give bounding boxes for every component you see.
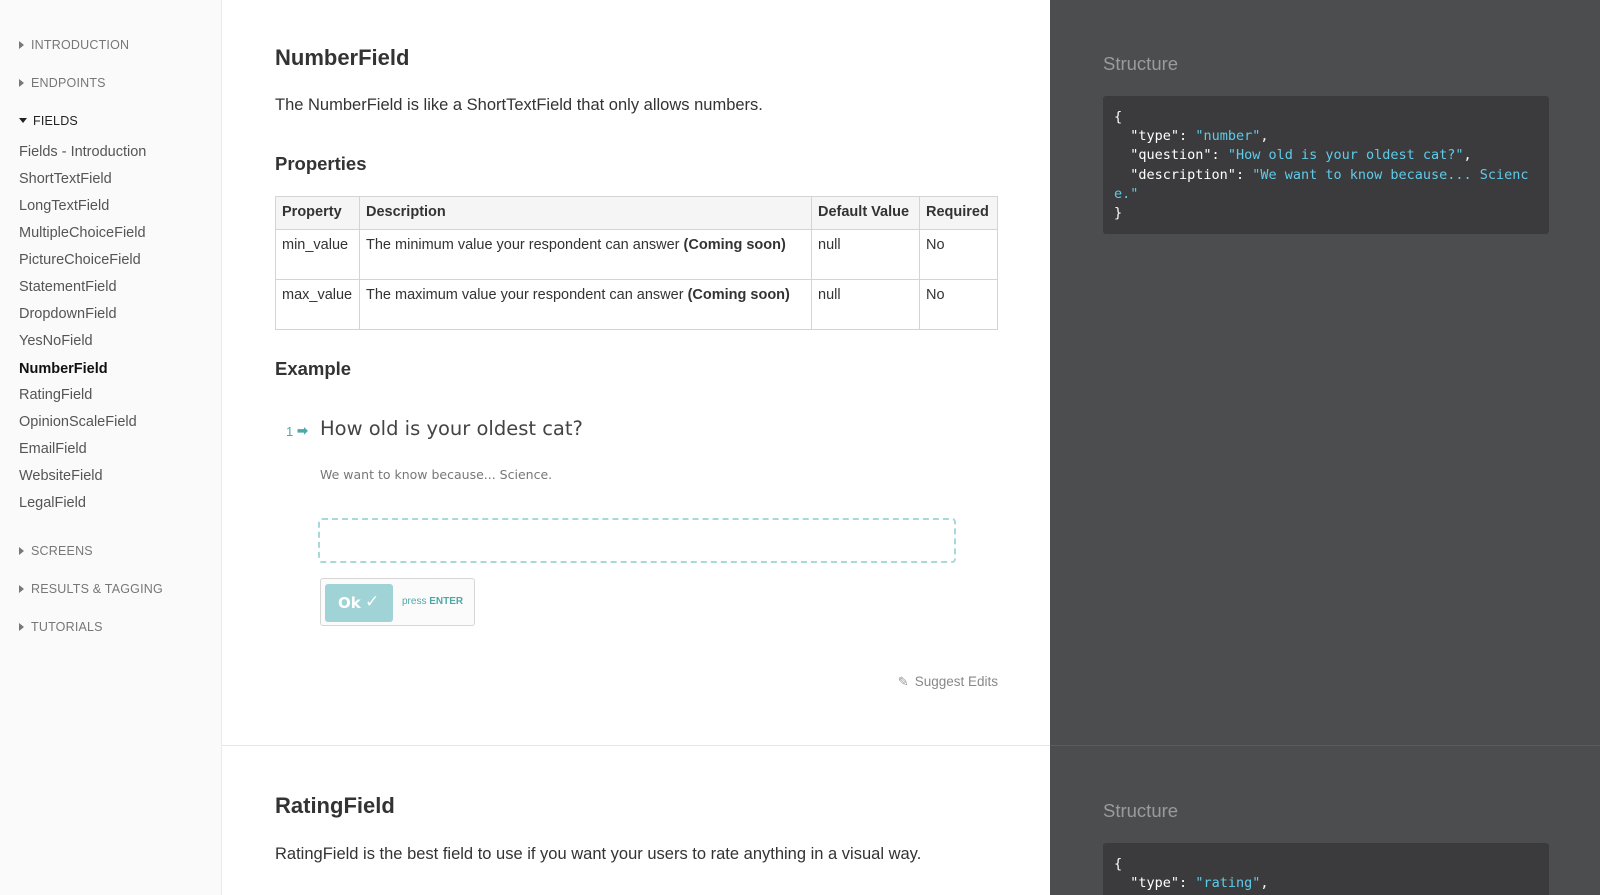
sidebar-item-multiplechoicefield[interactable]: MultipleChoiceField — [19, 225, 146, 241]
sidebar-item-emailfield[interactable]: EmailField — [19, 441, 87, 457]
enter-key-hint: ENTER — [429, 596, 464, 607]
property-cell: min_value — [276, 230, 360, 280]
code-key: "question" — [1130, 147, 1212, 164]
press-enter-hint — [402, 596, 463, 607]
column-header-description: Description — [360, 197, 812, 230]
sidebar-section-tutorials[interactable] — [19, 620, 103, 634]
sidebar-item-shorttextfield[interactable]: ShortTextField — [19, 171, 112, 187]
code-panel — [1050, 0, 1600, 895]
sidebar-item-statementfield[interactable]: StatementField — [19, 279, 117, 295]
suggest-edits-link[interactable] — [898, 674, 998, 690]
numberfield-title: NumberField — [275, 45, 410, 70]
sidebar-item-opinionscalefield[interactable]: OpinionScaleField — [19, 414, 137, 430]
description-cell — [360, 280, 812, 330]
structure-label: Structure — [1103, 800, 1179, 821]
code-key: "type" — [1130, 875, 1180, 892]
suggest-edits-label: Suggest Edits — [914, 674, 998, 689]
checkmark-icon: ✓ — [365, 592, 380, 612]
sidebar-section-label: INTRODUCTION — [31, 38, 130, 52]
sidebar-section-label: TUTORIALS — [31, 620, 103, 634]
default-value-cell: null — [812, 280, 920, 330]
docs-sidebar — [0, 0, 222, 895]
sidebar-section-label: SCREENS — [31, 544, 93, 558]
required-cell: No — [920, 230, 998, 280]
sidebar-section-label: FIELDS — [33, 114, 78, 128]
caret-right-icon — [19, 41, 24, 49]
code-string: "number" — [1195, 128, 1261, 145]
arrow-right-icon: ➡ — [297, 423, 308, 438]
coming-soon-note: (Coming soon) — [687, 287, 790, 303]
sidebar-item-fields-introduction[interactable]: Fields - Introduction — [19, 144, 147, 160]
structure-label: Structure — [1103, 53, 1179, 74]
sidebar-item-websitefield[interactable]: WebsiteField — [19, 468, 103, 484]
caret-down-icon — [19, 118, 27, 123]
coming-soon-note: (Coming soon) — [683, 237, 786, 253]
sidebar-item-yesnofield[interactable]: YesNoField — [19, 333, 93, 349]
section-divider — [1050, 745, 1600, 746]
ok-button-group — [320, 578, 475, 626]
code-brace: { — [1114, 109, 1123, 125]
code-key: "type" — [1130, 128, 1180, 145]
numberfield-code-block: { "type": "number", "question": "How old is your oldest cat?", "description": "We want to know because... Scienc e." } — [1103, 96, 1549, 234]
code-key: "description" — [1130, 166, 1236, 183]
code-brace: } — [1114, 205, 1123, 222]
question-description: We want to know because... Science. — [320, 467, 553, 482]
description-text: The minimum value your respondent can answer — [366, 237, 680, 253]
sidebar-section-label: RESULTS & TAGGING — [31, 582, 163, 596]
column-header-property: Property — [276, 197, 360, 230]
caret-right-icon — [19, 623, 24, 631]
pencil-icon: ✎ — [897, 674, 909, 689]
ok-button-label: Ok — [338, 594, 361, 612]
default-value-cell: null — [812, 230, 920, 280]
sidebar-item-dropdownfield[interactable]: DropdownField — [19, 306, 117, 322]
sidebar-item-legalfield[interactable]: LegalField — [19, 495, 86, 511]
sidebar-section-label: ENDPOINTS — [31, 76, 106, 90]
ratingfield-title: RatingField — [275, 793, 395, 818]
caret-right-icon — [19, 79, 24, 87]
caret-right-icon — [19, 585, 24, 593]
description-cell — [360, 230, 812, 280]
docs-main-content — [222, 0, 1050, 895]
sidebar-section-screens[interactable] — [19, 544, 93, 558]
code-string: e." — [1114, 185, 1139, 202]
column-header-default-value: Default Value — [812, 197, 920, 230]
sidebar-item-ratingfield[interactable]: RatingField — [19, 387, 93, 403]
ratingfield-code-block: { "type": "rating", — [1103, 843, 1549, 895]
table-header-row — [276, 197, 998, 230]
properties-table — [275, 196, 998, 330]
question-text: How old is your oldest cat? — [320, 417, 583, 440]
sidebar-item-longtextfield[interactable]: LongTextField — [19, 198, 110, 214]
sidebar-section-fields[interactable] — [19, 114, 78, 128]
section-divider — [222, 745, 1050, 746]
caret-right-icon — [19, 547, 24, 555]
example-heading: Example — [275, 358, 352, 379]
required-cell: No — [920, 280, 998, 330]
numberfield-intro: The NumberField is like a ShortTextField that only allows numbers. — [275, 96, 763, 114]
number-answer-input[interactable] — [318, 518, 956, 563]
ok-button[interactable] — [325, 584, 393, 622]
table-row — [276, 230, 998, 280]
press-hint-text: press — [402, 596, 427, 607]
table-row — [276, 280, 998, 330]
sidebar-section-introduction[interactable] — [19, 38, 129, 52]
sidebar-item-picturechoicefield[interactable]: PictureChoiceField — [19, 252, 141, 268]
ratingfield-intro: RatingField is the best field to use if you want your users to rate anything in a visual way. — [275, 845, 922, 863]
sidebar-item-numberfield[interactable]: NumberField — [19, 361, 108, 377]
properties-heading: Properties — [275, 153, 367, 174]
code-string: "rating" — [1195, 875, 1261, 892]
description-text: The maximum value your respondent can answer — [366, 287, 684, 303]
code-brace: { — [1114, 856, 1123, 872]
code-string: "How old is your oldest cat?" — [1227, 147, 1464, 164]
sidebar-section-results-tagging[interactable] — [19, 582, 163, 596]
column-header-required: Required — [920, 197, 998, 230]
question-number: 1 — [286, 424, 294, 439]
code-string: "We want to know because... Scienc — [1252, 166, 1529, 183]
property-cell: max_value — [276, 280, 360, 330]
sidebar-section-endpoints[interactable] — [19, 76, 106, 90]
